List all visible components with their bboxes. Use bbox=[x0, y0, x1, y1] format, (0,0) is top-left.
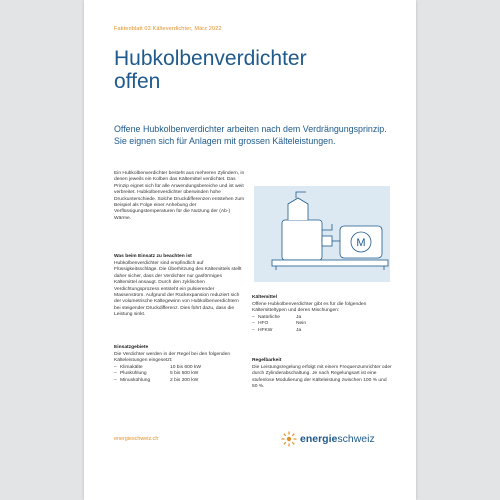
sun-icon bbox=[281, 431, 297, 447]
lead-paragraph: Offene Hubkolbenverdichter arbeiten nach dem Verdrängungsprinzip. Sie eignen sich für Anlagen mit grossen Kälteleistungen. bbox=[114, 124, 387, 146]
list-item: – HFO Nein bbox=[252, 321, 307, 327]
kaeltemittel-heading: Kältemittel bbox=[252, 295, 278, 300]
base-frame bbox=[272, 260, 388, 266]
list-item: – Klimakälte 10 bis 600 kW bbox=[114, 365, 201, 370]
coupling bbox=[322, 236, 332, 246]
einsatz-paragraph: Hubkolbenverdichter sind empfindlich auf Flüssigkeitsschläge. Die Überhitzung des Kältemittels stellt daher sicher, dass der Verdichter nur gasförmiges Kältemittel ansaugt. Durch den zyklischen Verdichtungsprozess entsteht ein pulsierender Massenstrom. Aufgrund der Rückexpansion reduziert sich der volumetrische Kältegewinn von Hubkolbenverdichtern bei steigender Druckdifferenz. Dies führt dazu, dass die Leistung sinkt. bbox=[114, 261, 242, 318]
list-item: – HFKW Ja bbox=[252, 327, 302, 333]
title-line-1: Hubkolbenverdichter bbox=[114, 47, 307, 70]
fact-sheet-page bbox=[84, 0, 416, 500]
logo-wordmark: energieschweiz bbox=[300, 433, 375, 445]
einsatzgebiete-list bbox=[114, 365, 246, 384]
einsatzgebiete-paragraph: Die Verdichter werden in der Regel bei den folgenden Kälteleistungen eingesetzt: bbox=[114, 352, 231, 364]
footer-link[interactable]: energieschweiz.ch bbox=[114, 436, 159, 442]
regelbarkeit-paragraph: Die Leistungsregelung erfolgt mit einem Frequenzumrichter oder durch Zylinderabschaltung. Je nach Regelungsart ist eine stufenlose Modulierung der Kälteleistung zwischen 100 % und 50 %. bbox=[252, 365, 392, 390]
title-line-2: offen bbox=[114, 70, 161, 93]
kaeltemittel-paragraph: Offene Hubkolbenverdichter gibt es für die folgenden Kältemitteltypen und deren Mischungen: bbox=[252, 302, 367, 314]
motor-letter: M bbox=[356, 237, 366, 249]
header-line: Faktenblatt 03 Kälteverdichter, März 2022 bbox=[114, 26, 222, 32]
kaeltemittel-list bbox=[252, 315, 392, 334]
page-title bbox=[114, 47, 307, 93]
energieschweiz-logo bbox=[281, 431, 375, 447]
compressor-diagram bbox=[252, 184, 392, 284]
regelbarkeit-heading: Regelbarkeit bbox=[252, 358, 282, 363]
compressor-body bbox=[282, 220, 322, 260]
einsatz-heading: Was beim Einsatz zu beachten ist bbox=[114, 254, 192, 259]
einsatzgebiete-heading: Einsatzgebiete bbox=[114, 345, 149, 350]
list-item: – Minuskühlung 2 bis 200 kW bbox=[114, 377, 199, 383]
intro-paragraph: Ein Hubkolbenverdichter besteht aus mehreren Zylindern, in denen jeweils ein Kolben das Kältemittel verdichtet. Das Prinzip eignet sich für alle Anwendungsbereiche und ist weit verbreitet. Hubkolbenverdichter überwinden hohe Druckunterschiede. Solche Druckdifferenzen entstehen zum Beispiel als Folge einer Anhebung der Verflüssigungstemperaturen für die Nutzung der (Ab-) Wärme. bbox=[114, 171, 245, 221]
list-item: – Pluskühlung 5 bis 500 kW bbox=[114, 371, 199, 377]
list-item: – Natürliche Ja bbox=[252, 315, 302, 320]
